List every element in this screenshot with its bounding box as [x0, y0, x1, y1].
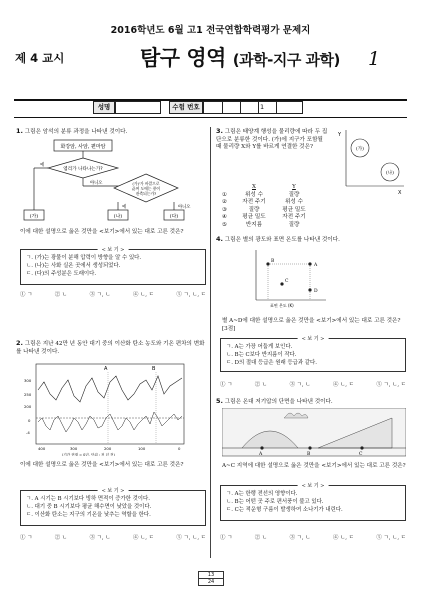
- flow-top: 화강암, 사암, 편마암: [60, 144, 106, 150]
- leaf-b: (나): [113, 214, 123, 220]
- graph-label-a: A: [104, 366, 108, 372]
- name-label: 성명: [93, 101, 115, 114]
- question-4-stem: 4. 그림은 별의 광도와 표면 온도를 나타낸 것이다.: [216, 235, 340, 243]
- bogi-item: ㄱ. A 시기는 B 시기보다 빙하 면적이 증가한 것이다.: [26, 496, 150, 502]
- rock-classification-flowchart: [22, 138, 202, 226]
- question-1-stem: 1. 그림은 암석의 분류 과정을 나타낸 것이다.: [16, 127, 128, 135]
- bogi-item: ㄷ. (다)의 주성분은 도래이다.: [26, 271, 97, 277]
- svg-text:400: 400: [38, 446, 46, 451]
- question-5-options: [220, 533, 406, 541]
- svg-text:250: 250: [24, 392, 32, 397]
- bogi-item: ㄱ. A는 한랭 전선의 영향이다.: [226, 491, 298, 497]
- answer-row-5[interactable]: ⑤ 반지름 질량: [222, 221, 300, 228]
- question-2-stem: 2. 그림은 지난 42만 년 동안 대기 중의 이산화 탄소 농도와 기온 편차의 변화를 나타낸 것이다.: [16, 339, 205, 355]
- option-5[interactable]: ⑤ ㄱ, ㄴ, ㄷ: [376, 535, 406, 541]
- bogi-item: ㄱ. (가)는 광물이 분해 압력이 방향을 알 수 있다.: [26, 255, 142, 261]
- co2-temperature-graph: [22, 360, 202, 456]
- bogi-item: ㄴ. B는 어떤 곳 주로 편서풍이 불고 있다.: [226, 499, 324, 505]
- option-1[interactable]: ① ㄱ: [20, 535, 33, 541]
- label-a: A: [259, 452, 263, 457]
- svg-text:300: 300: [70, 446, 78, 451]
- axis-x: X: [398, 190, 402, 196]
- subject-title: [140, 42, 340, 72]
- option-4[interactable]: ④ ㄴ, ㄷ: [332, 382, 354, 388]
- star-d: D: [314, 289, 318, 294]
- option-5[interactable]: ⑤ ㄱ, ㄴ, ㄷ: [176, 535, 206, 541]
- svg-text:200: 200: [24, 404, 32, 409]
- page-number: 1: [368, 48, 381, 70]
- svg-text:-4: -4: [26, 430, 30, 435]
- leaf-a: (가): [29, 214, 39, 220]
- leaf-c: (다): [169, 214, 179, 220]
- question-3-stem: 3. 그림은 태양계 행성을 물리량에 따라 두 집단으로 분류한 것이다. (가)에 지구가 포함될 때 물리량 X와 Y를 바르게 연결한 것은?: [216, 127, 328, 151]
- flow-yes-2: 예: [122, 205, 127, 210]
- svg-text:0: 0: [178, 446, 181, 451]
- option-3[interactable]: ③ ㄱ, ㄴ: [89, 292, 111, 298]
- number-label: 수험 번호: [169, 101, 203, 114]
- question-2-bogi: < 보 기 > ㄱ. A 시기는 B 시기보다 빙하 면적이 증가한 것이다. ㄴ. 대기 중 B 시기보다 평균 해수면이 낮았을 것이다. ㄷ. 이산화 탄소는 지구의 기온을 낮추는 역할을 한다.: [20, 490, 206, 526]
- svg-text:끓여 도에는 풍이: 끓여 도에는 풍이: [131, 186, 161, 191]
- option-4[interactable]: ④ ㄴ, ㄷ: [132, 535, 154, 541]
- star-c: C: [285, 279, 289, 284]
- option-4[interactable]: ④ ㄴ, ㄷ: [332, 535, 354, 541]
- page-footer: [198, 571, 224, 586]
- flow-no-2: 아니오: [178, 205, 191, 210]
- question-3-table: X Y ① 위성 수 질량 ② 자전 주기 위성 수 ③ 질량 평균 밀도 ④ 평균 밀도 자전 주기 ⑤ 반지름 질량: [222, 184, 402, 230]
- flow-no-1: 아니오: [90, 181, 103, 186]
- question-5-stem: 5. 그림은 온대 저기압의 단면을 나타낸 것이다.: [216, 397, 333, 405]
- bogi-item: ㄴ. (나)는 사화 실온 곳에서 생성되었다.: [26, 263, 121, 269]
- svg-text:100: 100: [138, 446, 146, 451]
- bogi-item: ㄷ. 이산화 탄소는 지구의 기온을 낮추는 역할을 한다.: [26, 512, 151, 518]
- option-2[interactable]: ② ㄴ: [54, 535, 68, 541]
- answer-row-3[interactable]: ③ 질량 평균 밀도: [222, 206, 306, 213]
- group-a: (가): [356, 147, 364, 152]
- bogi-item: ㄷ. C는 적운형 구름이 발생하여 소나기가 내린다.: [226, 507, 343, 513]
- exam-title: 2016학년도 6월 고1 전국연합학력평가 문제지: [110, 25, 311, 36]
- graph-label-b: B: [152, 366, 156, 372]
- option-3[interactable]: ③ ㄱ, ㄴ: [89, 535, 111, 541]
- star-a: A: [314, 263, 318, 268]
- option-2[interactable]: ② ㄴ: [254, 382, 268, 388]
- question-4-options: [220, 380, 406, 388]
- question-1-bogi: < 보 기 > ㄱ. (가)는 광물이 분해 압력이 방향을 알 수 있다. ㄴ. (나)는 사화 실온 곳에서 생성되었다. ㄷ. (다)의 주성분은 도래이다.: [20, 249, 206, 285]
- answer-row-1[interactable]: ① 위성 수 질량: [222, 191, 300, 198]
- option-5[interactable]: ⑤ ㄱ, ㄴ, ㄷ: [176, 292, 206, 298]
- name-field[interactable]: [115, 101, 161, 114]
- svg-text:(가)'가 바깥으로: (가)'가 바깥으로: [132, 181, 160, 186]
- flow-yes-1: 예: [40, 163, 45, 168]
- group-b: (나): [386, 171, 394, 176]
- column-divider: [210, 127, 211, 558]
- option-3[interactable]: ③ ㄱ, ㄴ: [289, 535, 311, 541]
- question-5-prompt: A~C 지역에 대한 설명으로 옳은 것만을 <보기>에서 있는 대로 고른 것은?: [222, 463, 406, 469]
- bogi-item: ㄴ. 대기 중 B 시기보다 평균 해수면이 낮았을 것이다.: [26, 504, 152, 510]
- option-1[interactable]: ① ㄱ: [220, 382, 233, 388]
- svg-text:200: 200: [104, 446, 112, 451]
- bogi-item: ㄱ. A는 가장 어둡게 보인다.: [226, 344, 293, 350]
- number-digit: 1: [260, 103, 265, 111]
- bogi-item: ㄷ. D의 절대 등급은 원래 등급과 같다.: [226, 360, 317, 366]
- number-field[interactable]: [203, 101, 303, 114]
- option-1[interactable]: ① ㄱ: [20, 292, 33, 298]
- page-current: 13: [207, 572, 215, 578]
- subject-sub: (과학-지구 과학): [232, 51, 340, 69]
- x-axis-label: 표면 온도 (K): [270, 303, 294, 308]
- question-1-options: [20, 290, 206, 298]
- label-c: C: [359, 452, 363, 457]
- svg-text:관측되는가?: 관측되는가?: [135, 191, 157, 196]
- question-1-prompt: 이에 대한 설명으로 옳은 것만을 <보기>에서 있는 대로 고른 것은?: [20, 229, 184, 235]
- option-4[interactable]: ④ ㄴ, ㄷ: [132, 292, 154, 298]
- answer-row-2[interactable]: ② 자전 주기 위성 수: [222, 199, 303, 206]
- bogi-item: ㄴ. B는 C보다 반지름이 작다.: [226, 352, 297, 358]
- option-5[interactable]: ⑤ ㄱ, ㄴ, ㄷ: [376, 382, 406, 388]
- option-2[interactable]: ② ㄴ: [54, 292, 68, 298]
- page-total: 24: [199, 578, 223, 585]
- svg-text:0: 0: [28, 418, 31, 423]
- hr-diagram: [240, 246, 340, 310]
- axis-y: Y: [338, 132, 342, 138]
- cyclone-cross-section: [222, 408, 406, 458]
- question-2-prompt: 이에 대한 설명으로 옳은 것만을 <보기>에서 있는 대로 고른 것은?: [20, 462, 184, 468]
- x-axis-label: (기간 현재 = 0년, 단위 : 천 년 전): [62, 453, 115, 456]
- answer-row-4[interactable]: ④ 평균 밀도 자전 주기: [222, 214, 306, 221]
- subject-main: 탐구 영역: [140, 46, 226, 70]
- question-2-options: [20, 533, 206, 541]
- info-divider: [14, 117, 407, 118]
- period-label: 제 4 교시: [15, 51, 65, 65]
- star-b: B: [271, 259, 275, 264]
- option-1[interactable]: ① ㄱ: [220, 535, 233, 541]
- question-4-bogi: < 보 기 > ㄱ. A는 가장 어둡게 보인다. ㄴ. B는 C보다 반지름이 작다. ㄷ. D의 절대 등급은 원래 등급과 같다.: [220, 338, 406, 372]
- option-3[interactable]: ③ ㄱ, ㄴ: [289, 382, 311, 388]
- option-2[interactable]: ② ㄴ: [254, 535, 268, 541]
- svg-text:300: 300: [24, 378, 32, 383]
- label-b: B: [307, 452, 311, 457]
- question-5-bogi: < 보 기 > ㄱ. A는 한랭 전선의 영향이다. ㄴ. B는 어떤 곳 주로 편서풍이 불고 있다. ㄷ. C는 적운형 구름이 발생하여 소나기가 내린다.: [220, 485, 406, 521]
- question-4-prompt: 별 A~D에 대한 설명으로 옳은 것만을 <보기>에서 있는 대로 고른 것은? [3점]: [222, 318, 401, 332]
- flow-q1: 엽리가 나타나는가?: [63, 167, 103, 172]
- info-row: [93, 101, 303, 114]
